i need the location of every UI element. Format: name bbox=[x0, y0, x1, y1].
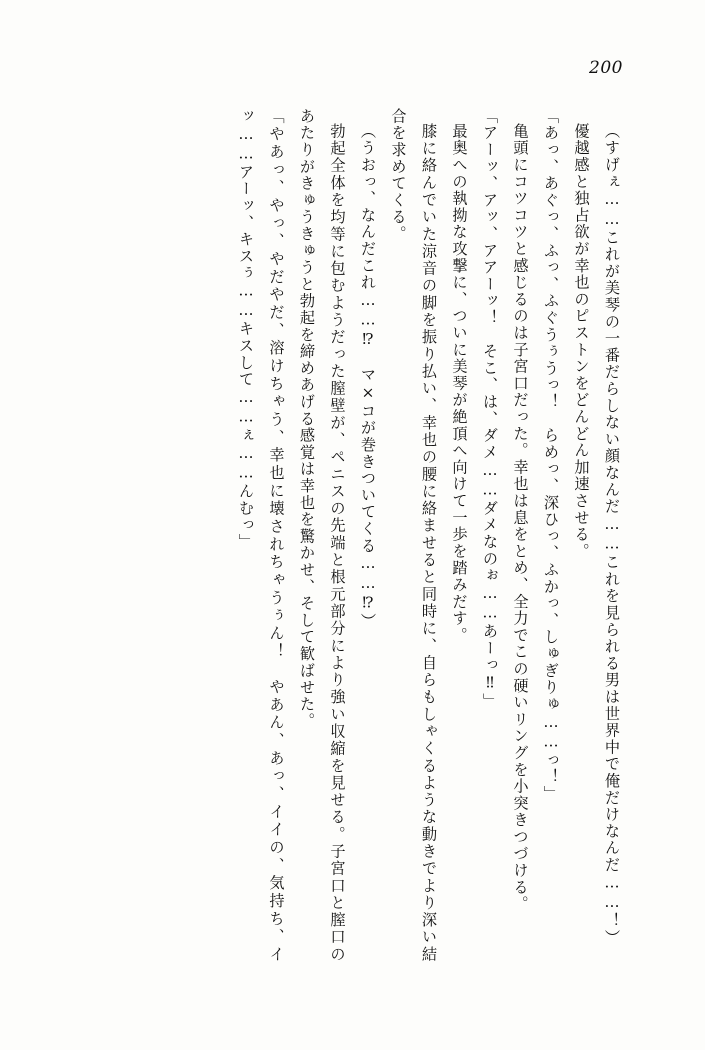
paragraph: 最奥への執拗な攻撃に、ついに美琴が絶頂へ向けて一歩を踏みだす。 bbox=[450, 123, 469, 644]
paragraph: 勃起全体を均等に包むようだった膣壁が、ペニスの先端と根元部分により強い収縮を見せる。子宮口と膣口のあたりがきゅうきゅうと勃起を締めあげる感覚は幸也を驚かせ、そして歓ばせた。 bbox=[298, 108, 347, 963]
paragraph: （うおっ、なんだこれ……⁉ マ×コが巻きついてくる……⁉） bbox=[359, 123, 377, 630]
paragraph: （すげぇ……これが美琴の一番だらしない顔なんだ……これを見られる男は世界中で俺だけなんだ……！） bbox=[603, 123, 621, 947]
page-number: 200 bbox=[589, 58, 623, 78]
paragraph: 優越感と独占欲が幸也のピストンをどんどん加速させる。 bbox=[572, 123, 591, 560]
paragraph: 膝に絡んでいた涼音の脚を振り払い、幸也の腰に絡ませると同時に、自らもしゃくるような動きでより深い結合を求めてくる。 bbox=[389, 108, 438, 963]
paragraph: 「やあっ、やっ、やだやだ、溶けちゃう、幸也に壊されちゃうぅん！ やあん、あっ、イイの、気持ち、イッ……アーッ、キスぅ……キスして……ぇ……んむっ」 bbox=[237, 108, 286, 963]
paragraph: 亀頭にコツコツと感じるのは子宮口だった。幸也は息をとめ、全力でこの硬いリングを小突きつづける。 bbox=[511, 123, 530, 913]
paragraph: 「アーッ、アッ、アアーッ！ そこ、は、ダメ……ダメなのぉ……あーっ‼」 bbox=[481, 108, 499, 710]
page-body-text bbox=[86, 108, 627, 963]
paragraph: 「あっ、あぐっ、ふっ、ふぐうぅうっ！ らめっ、深ひっ、ふかっ、しゅぎりゅ……っ！」 bbox=[542, 108, 560, 803]
